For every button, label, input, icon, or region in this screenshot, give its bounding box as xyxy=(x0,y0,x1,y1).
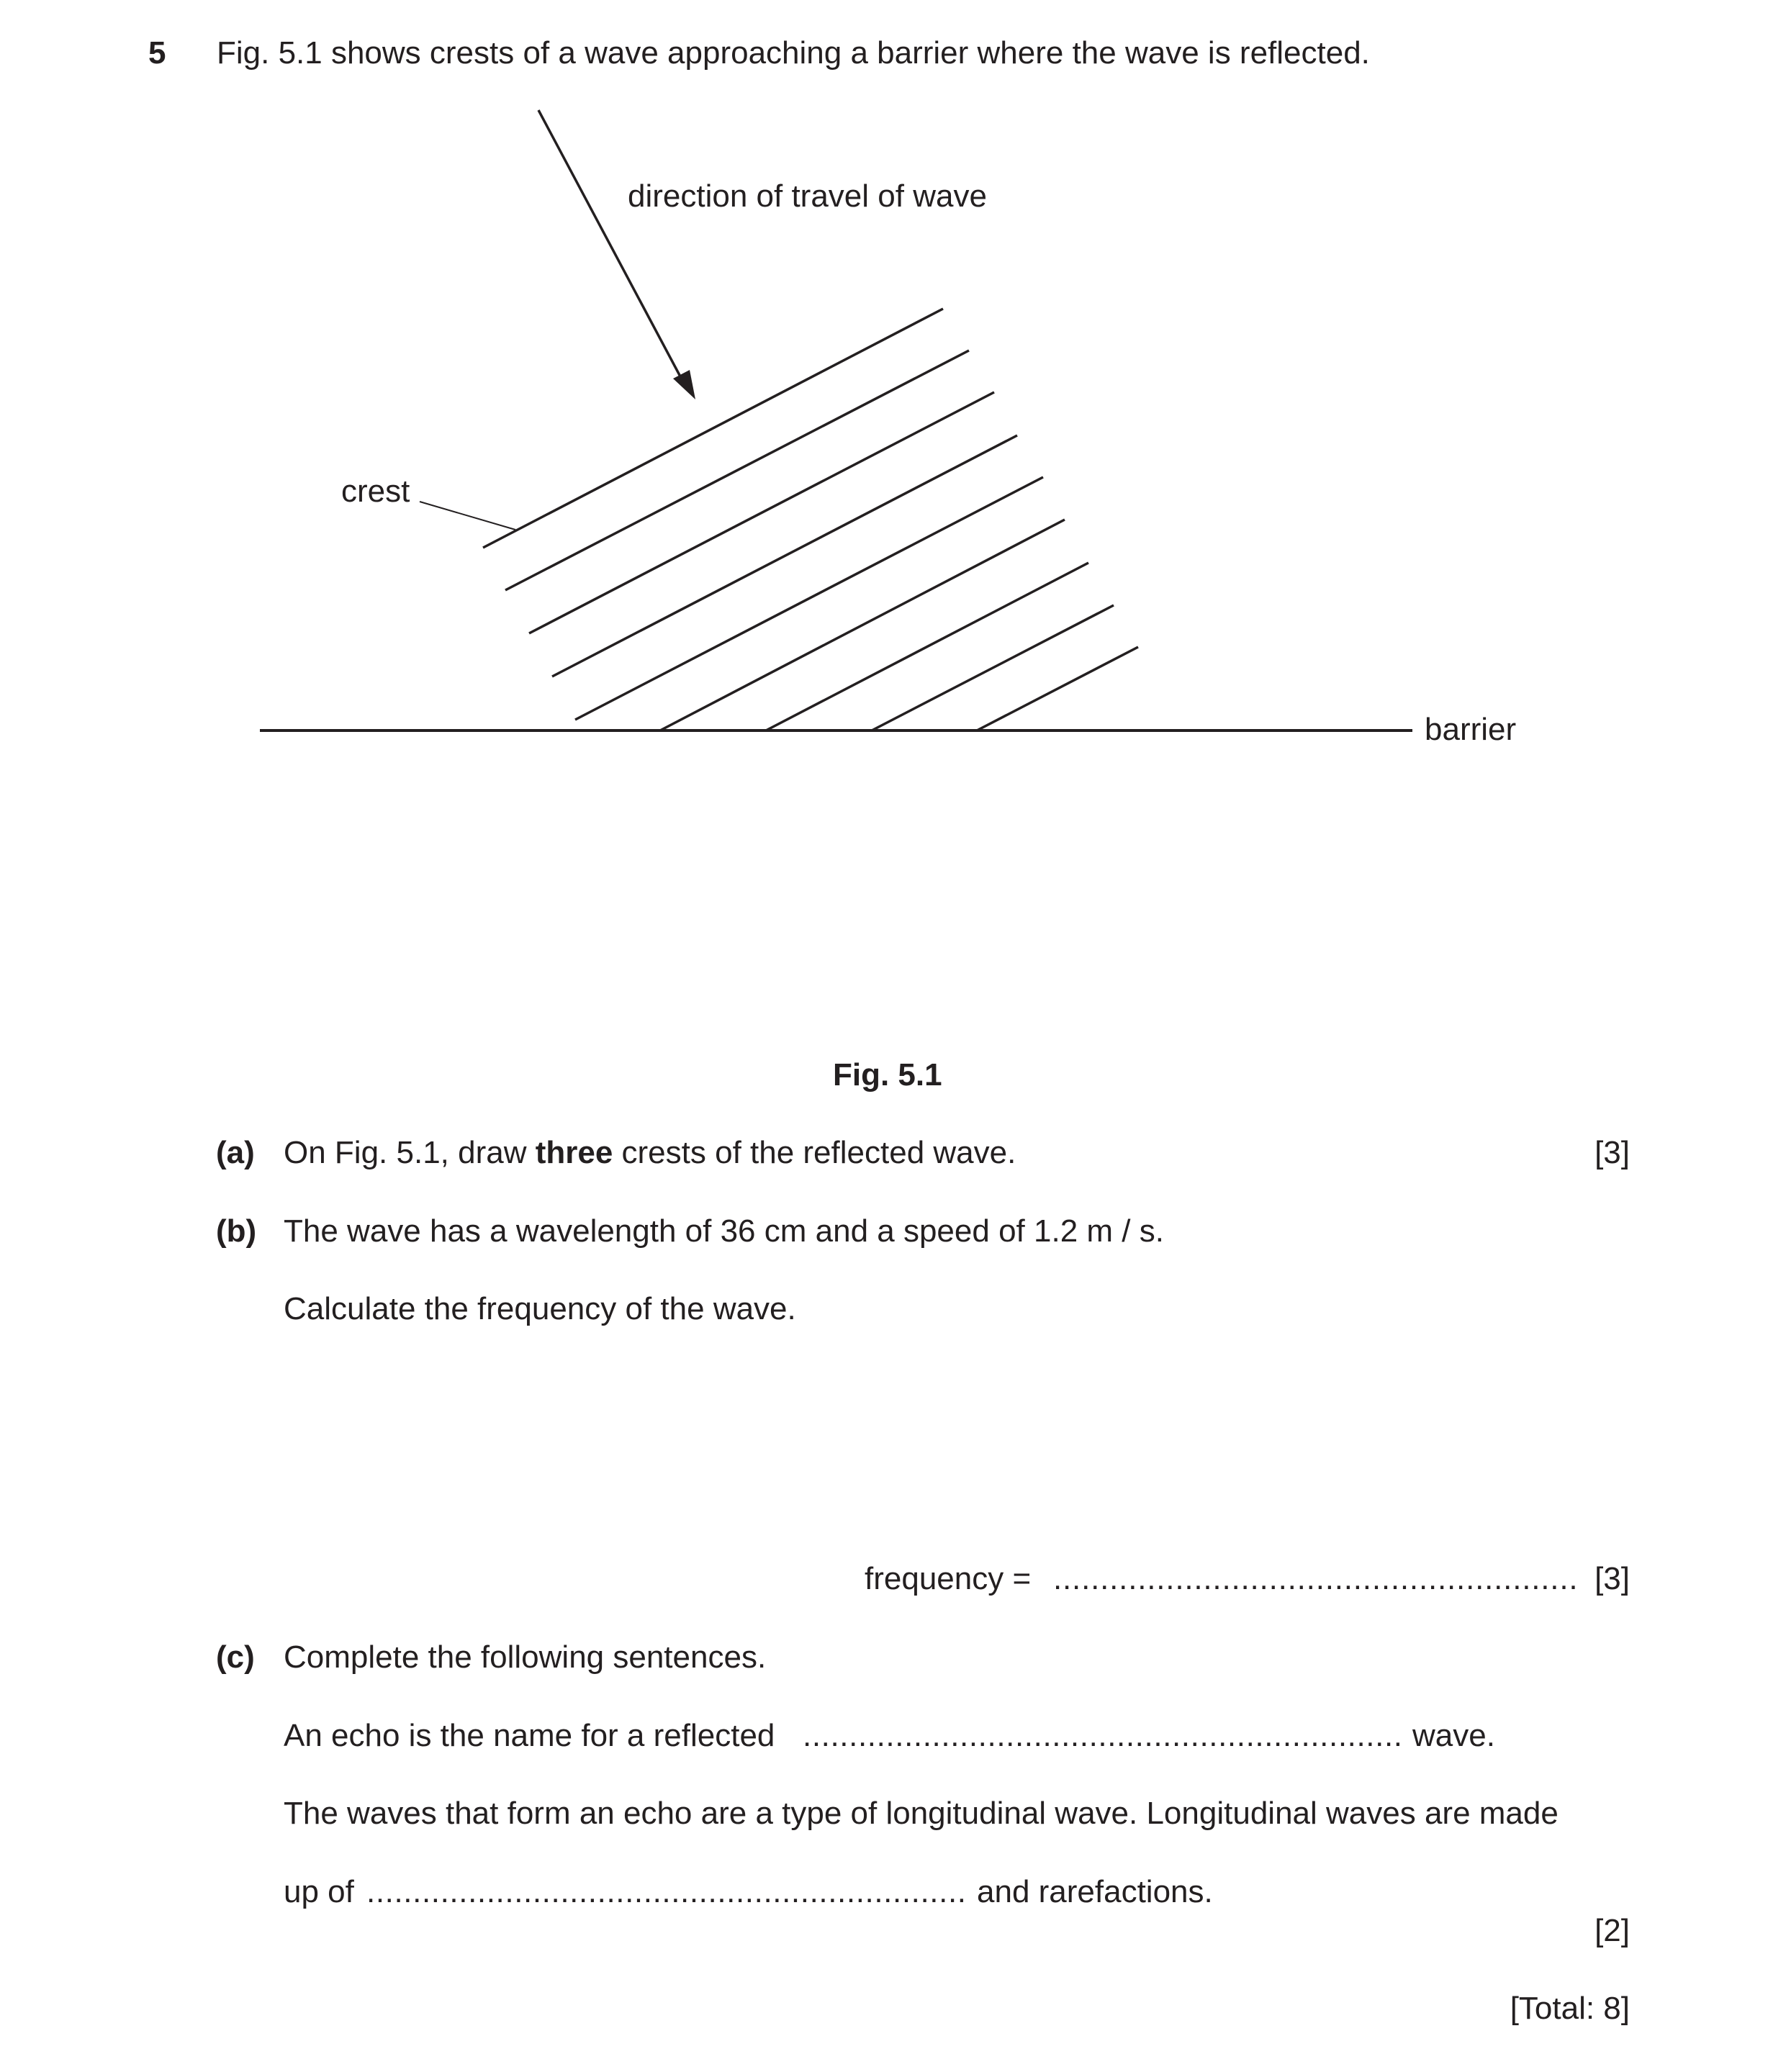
part-a-text-emphasis: three xyxy=(535,1135,613,1170)
figure-caption: Fig. 5.1 xyxy=(833,1057,942,1092)
direction-arrow xyxy=(538,110,695,399)
part-a-marks: [3] xyxy=(1595,1135,1630,1170)
part-c-label: (c) xyxy=(216,1639,255,1675)
sentence-1-start: An echo is the name for a reflected xyxy=(284,1718,775,1753)
total-marks: [Total: 8] xyxy=(1510,1991,1630,2026)
wave-crest xyxy=(552,435,1017,677)
part-a-text-end: crests of the reflected wave. xyxy=(613,1135,1016,1170)
arrow-shaft xyxy=(538,110,681,378)
part-c-text: Complete the following sentences. xyxy=(284,1639,767,1675)
part-a-label: (a) xyxy=(216,1135,255,1170)
question-intro: Fig. 5.1 shows crests of a wave approaching a barrier where the wave is reflected. xyxy=(217,35,1370,71)
part-b-label: (b) xyxy=(216,1213,257,1249)
part-b-text: The wave has a wavelength of 36 cm and a speed of 1.2 m / s. xyxy=(284,1213,1164,1249)
wave-crest xyxy=(529,392,994,633)
sentence-2-end: and rarefactions. xyxy=(977,1874,1213,1909)
wave-crest xyxy=(872,605,1114,730)
part-c-marks: [2] xyxy=(1595,1913,1630,1948)
wave-crest xyxy=(575,477,1043,720)
frequency-answer-line[interactable]: ........................................................ xyxy=(1053,1561,1579,1596)
sentence-2-start: up of xyxy=(284,1874,354,1909)
wave-crest xyxy=(977,647,1138,730)
wave-crests xyxy=(483,309,1138,730)
wave-crest xyxy=(766,563,1088,730)
arrow-label: direction of travel of wave xyxy=(628,178,987,214)
part-a-text-start: On Fig. 5.1, draw xyxy=(284,1135,536,1170)
part-a-text xyxy=(284,1134,1016,1172)
crest-pointer-line xyxy=(420,502,515,530)
frequency-answer-label: frequency = xyxy=(865,1561,1032,1596)
sentence-1-answer-line[interactable]: ................................................................. xyxy=(803,1718,1403,1753)
sentence-1-end: wave. xyxy=(1412,1718,1495,1753)
part-b-marks: [3] xyxy=(1595,1561,1630,1596)
sentence-2-answer-line[interactable]: ................................................................. xyxy=(366,1874,967,1909)
arrow-head xyxy=(673,370,695,399)
crest-label: crest xyxy=(341,474,410,509)
wave-crest xyxy=(660,520,1065,730)
wave-crest xyxy=(483,309,943,548)
part-b-instruction: Calculate the frequency of the wave. xyxy=(284,1291,796,1326)
wave-crest xyxy=(505,350,969,590)
question-number: 5 xyxy=(148,35,166,71)
barrier-label: barrier xyxy=(1425,712,1517,747)
sentence-2-line-1: The waves that form an echo are a type of longitudinal wave. Longitudinal waves are made xyxy=(284,1796,1559,1831)
